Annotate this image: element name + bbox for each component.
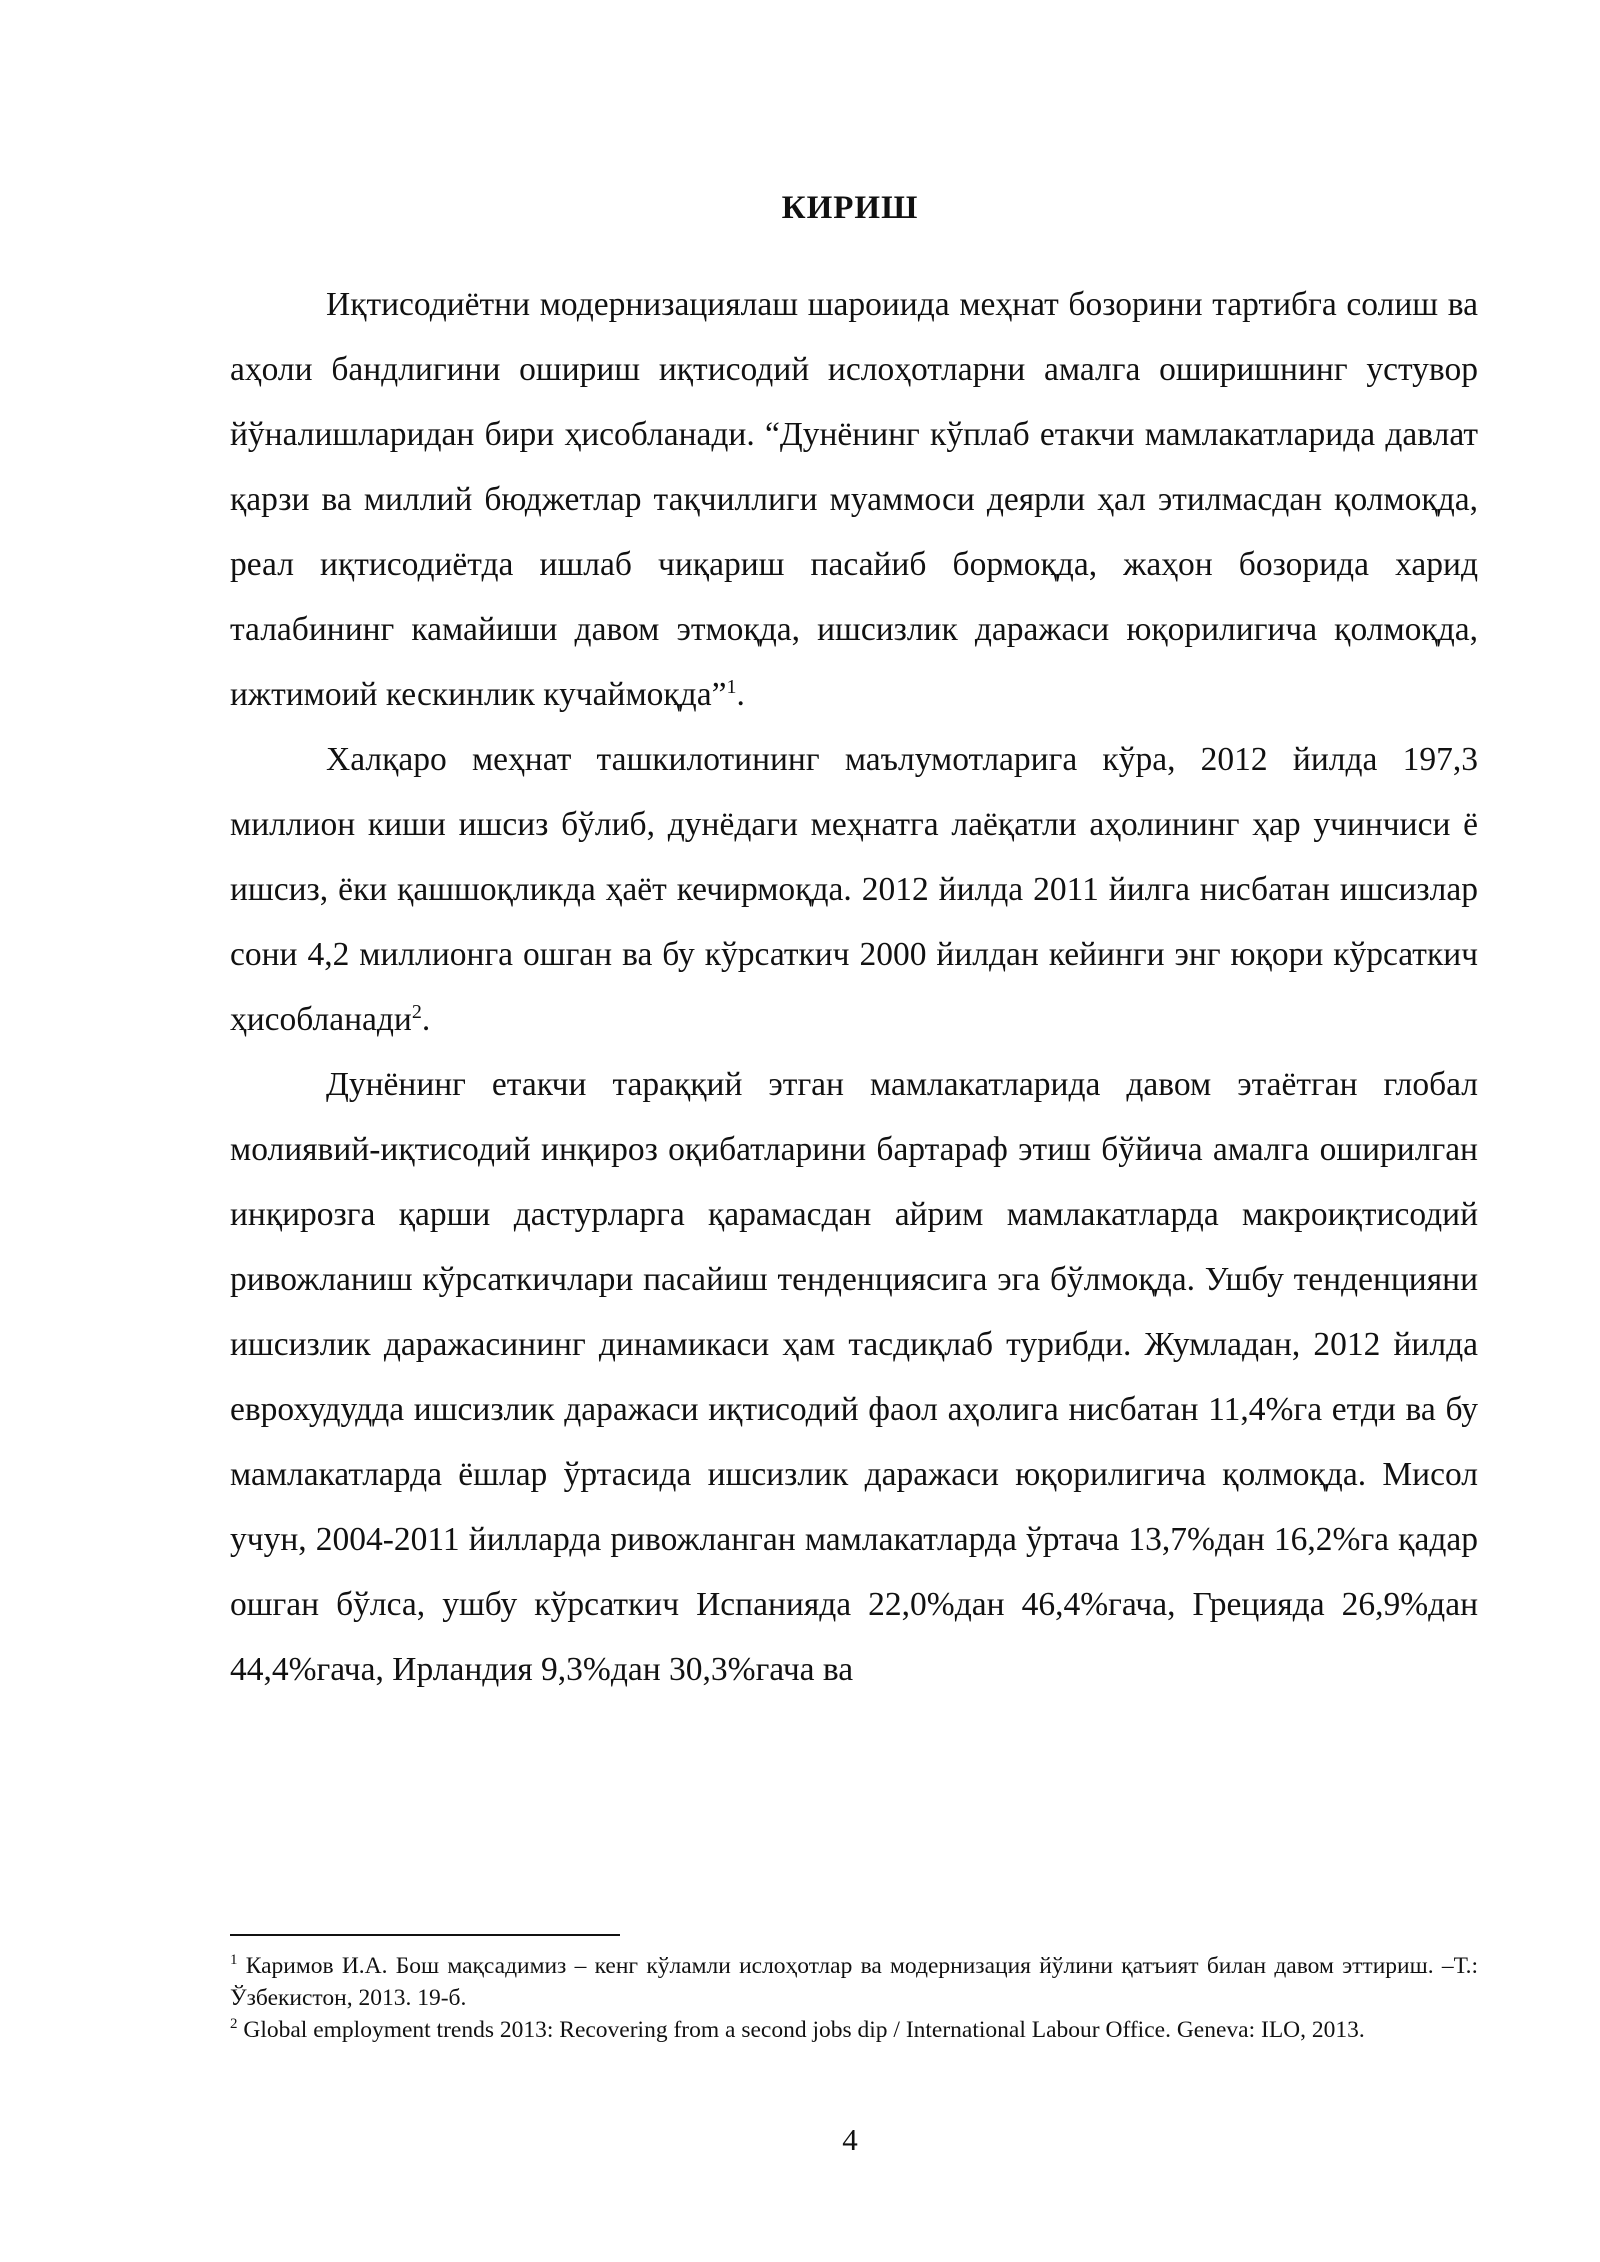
- paragraph-tail: .: [421, 1001, 431, 1038]
- paragraph-text: Иқтисодиётни модернизациялаш шароиида меҳнат бозорини тартибга солиш ва аҳоли бандлигини ошириш иқтисодий ислоҳотларни амалга оширишнинг устувор йўналишларидан бири ҳисобланади. “Дунёнинг кўплаб етакчи мамлакатларида давлат қарзи ва миллий бюджетлар тақчиллиги муаммоси деярли ҳал этилмасдан қолмоқда, реал иқтисодиётда ишлаб чиқариш пасайиб бормоқда, жаҳон бозорида харид талабининг камайиши давом этмоқда, ишсизлик даражаси юқорилигича қолмоқда, ижтимоий кескинлик кучаймоқда”: [230, 286, 1478, 713]
- footnote-reference[interactable]: 1: [726, 675, 737, 698]
- footnote: [230, 1950, 1478, 2014]
- footnote-number: 2: [230, 2016, 238, 2033]
- footnote-separator: [230, 1934, 620, 1936]
- paragraph: [230, 727, 1478, 1052]
- paragraph: [230, 272, 1478, 727]
- footnote-number: 1: [230, 1952, 238, 1969]
- footnote: [230, 2014, 1478, 2046]
- section-title: КИРИШ: [781, 190, 919, 226]
- footnote-text: Global employment trends 2013: Recovering from a second jobs dip / International Labour Office. Geneva: ILO, 2013.: [237, 2017, 1365, 2043]
- footnotes: [230, 1950, 1478, 2046]
- footnote-text: Каримов И.А. Бош мақсадимиз – кенг кўламли ислоҳотлар ва модернизация йўлини қатъият билан давом эттириш. –Т.: Ўзбекистон, 2013. 19-б.: [230, 1953, 1478, 2011]
- paragraph-text: Халқаро меҳнат ташкилотининг маълумотларига кўра, 2012 йилда 197,3 миллион киши ишсиз бўлиб, дунёдаги меҳнатга лаёқатли аҳолининг ҳар учинчиси ё ишсиз, ёки қашшоқликда ҳаёт кечирмоқда. 2012 йилда 2011 йилга нисбатан ишсизлар сони 4,2 миллионга ошган ва бу кўрсаткич 2000 йилдан кейинги энг юқори кўрсаткич ҳисобланади: [230, 741, 1478, 1038]
- page-number: 4: [842, 2122, 858, 2157]
- paragraph-tail: .: [736, 676, 745, 713]
- paragraph-text: Дунёнинг етакчи тараққий этган мамлакатларида давом этаётган глобал молиявий-иқтисодий инқироз оқибатларини бартараф этиш бўйича амалга оширилган инқирозга қарши дастурларга қарамасдан айрим мамлакатларда макроиқтисодий ривожланиш кўрсаткичлари пасайиш тенденциясига эга бўлмоқда. Ушбу тенденцияни ишсизлик даражасининг динамикаси ҳам тасдиқлаб турибди. Жумладан, 2012 йилда еврохудудда ишсизлик даражаси иқтисодий фаол аҳолига нисбатан 11,4%га етди ва бу мамлакатларда ёшлар ўртасида ишсизлик даражаси юқорилигича қолмоқда. Мисол учун, 2004-2011 йилларда ривожланган мамлакатларда ўртача 13,7%дан 16,2%га қадар ошган бўлса, ушбу кўрсаткич Испанияда 22,0%дан 46,4%гача, Грецияда 26,9%дан 44,4%гача, Ирландия 9,3%дан 30,3%гача ва: [230, 1066, 1478, 1688]
- paragraph: [230, 1052, 1478, 1702]
- body-text: [230, 272, 1478, 1702]
- footnote-reference[interactable]: 2: [411, 1000, 422, 1023]
